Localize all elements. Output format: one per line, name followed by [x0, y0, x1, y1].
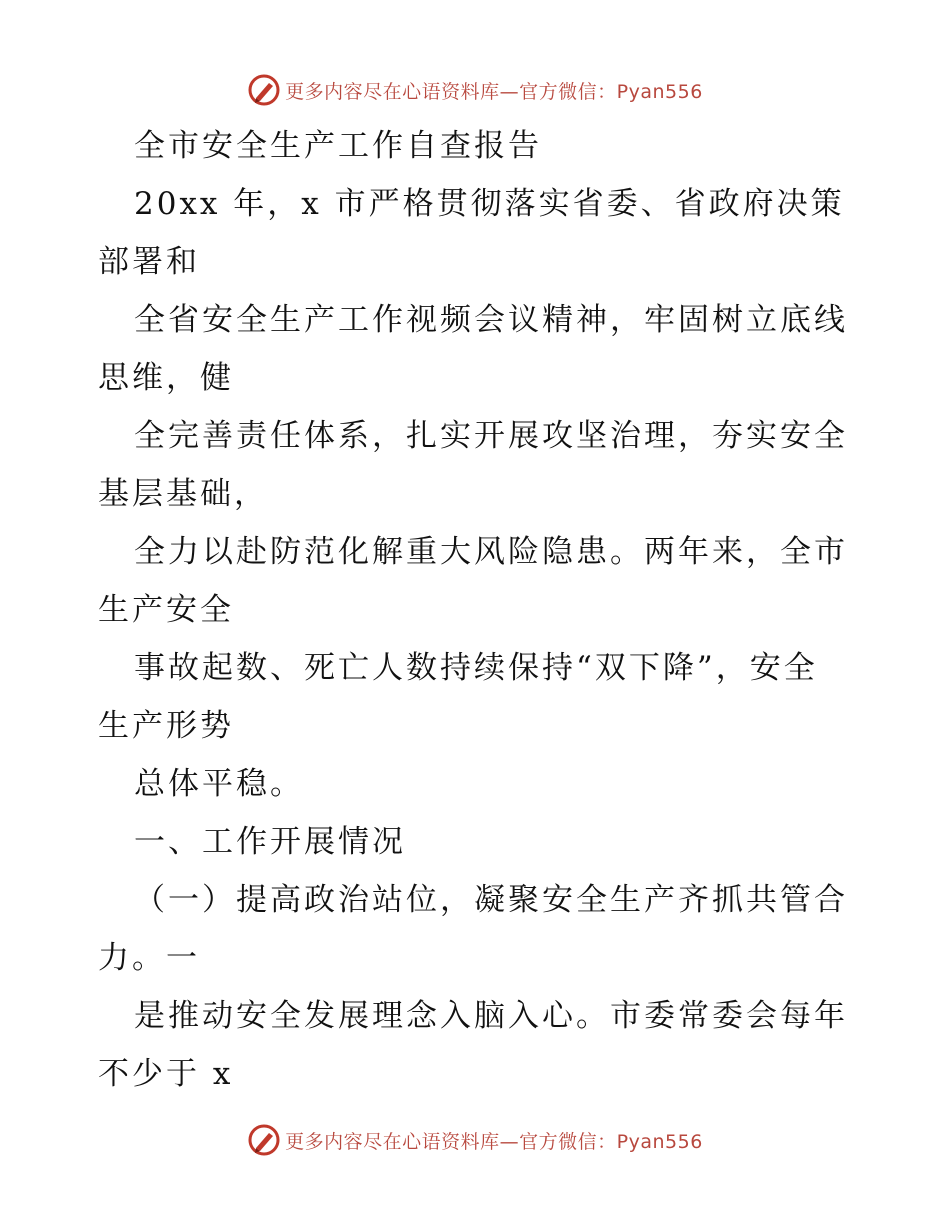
header-banner-text: [285, 77, 703, 104]
pen-logo-icon: [247, 73, 281, 107]
footer-watermark: [0, 1120, 950, 1160]
paragraph-line: 事故起数、死亡人数持续保持“双下降”，安全: [134, 650, 818, 686]
paragraph-line: 全力以赴防范化解重大风险隐患。两年来，全市: [134, 534, 848, 570]
paragraph-line: 力。一: [98, 940, 200, 976]
paragraph-line: 全省安全生产工作视频会议精神，牢固树立底线: [134, 302, 848, 338]
paragraph-line: 全完善责任体系，扎实开展攻坚治理，夯实安全: [134, 418, 848, 454]
paragraph-line: 不少于 x: [98, 1056, 234, 1092]
footer-banner-text: [285, 1127, 703, 1154]
footer-banner-sep: —: [499, 1130, 520, 1153]
paragraph-line: 生产安全: [98, 592, 234, 628]
section-heading: 一、工作开展情况: [134, 824, 406, 860]
footer-banner-wechat: 官方微信：Pyan556: [519, 1130, 703, 1153]
paragraph-line: 生产形势: [98, 708, 234, 744]
header-banner-wechat: 官方微信：Pyan556: [519, 80, 703, 103]
paragraph-line: 基层基础，: [98, 476, 268, 512]
paragraph-line: 是推动安全发展理念入脑入心。市委常委会每年: [134, 998, 848, 1034]
paragraph-line: 总体平稳。: [134, 766, 304, 802]
paragraph-line: 部署和: [98, 244, 200, 280]
footer-banner-main: 更多内容尽在心语资料库: [285, 1130, 500, 1153]
header-banner-sep: —: [499, 80, 520, 103]
header-banner-main: 更多内容尽在心语资料库: [285, 80, 500, 103]
header-watermark: [0, 70, 950, 110]
subsection-heading: （一）提高政治站位，凝聚安全生产齐抓共管合: [134, 882, 848, 918]
pen-logo-icon: [247, 1123, 281, 1157]
paragraph-line: 思维，健: [98, 360, 234, 396]
paragraph-line: 20xx 年，x 市严格贯彻落实省委、省政府决策: [134, 186, 845, 222]
document-body: [0, 117, 950, 1103]
document-title: 全市安全生产工作自查报告: [134, 128, 542, 164]
